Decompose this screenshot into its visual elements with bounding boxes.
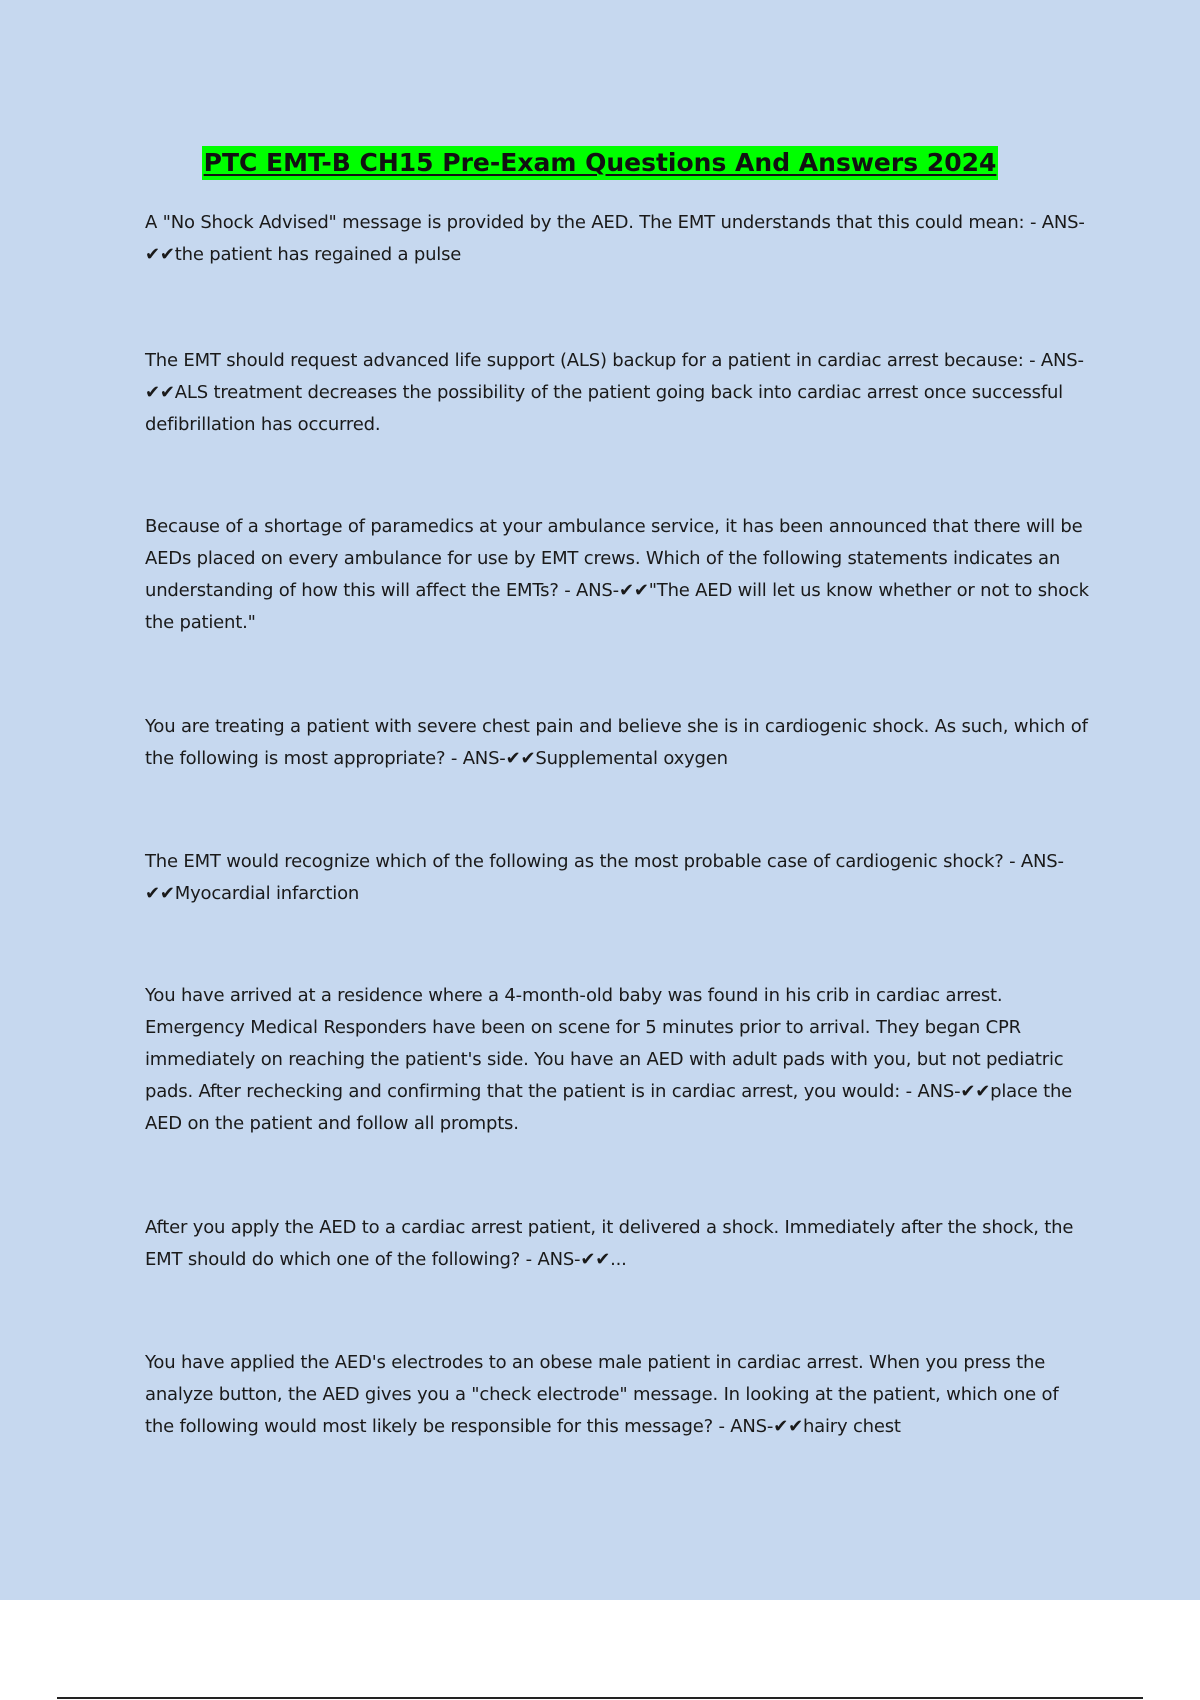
double-check-icon: ✔✔ (145, 244, 175, 265)
question-text: You are treating a patient with severe chest pain and believe she is in cardiogenic shock. As such, which of the following is most appropriate? - ANS- (145, 716, 1088, 769)
question-text: The EMT should request advanced life support (ALS) backup for a patient in cardiac arrest because: - ANS- (145, 350, 1084, 371)
answer-text: Supplemental oxygen (535, 748, 728, 769)
document-title: PTC EMT-B CH15 Pre-Exam Questions And Answers 2024 (202, 146, 999, 180)
question-text: You have applied the AED's electrodes to an obese male patient in cardiac arrest. When you press the analyze button, the AED gives you a "check electrode" message. In looking at the patient, which one of the following would most likely be responsible for this message? - ANS- (145, 1352, 1059, 1437)
qa-item-2 (145, 345, 1090, 441)
question-text: Because of a shortage of paramedics at your ambulance service, it has been announced that there will be AEDs placed on every ambulance for use by EMT crews. Which of the following statements indicates an understanding of how this will affect the EMTs? - ANS- (145, 516, 1083, 601)
answer-text: place the AED on the patient and follow all prompts. (145, 1081, 1073, 1134)
qa-item-3 (145, 511, 1090, 639)
double-check-icon: ✔✔ (960, 1081, 991, 1102)
answer-text: hairy chest (802, 1416, 901, 1437)
qa-item-1 (145, 207, 1090, 271)
answer-text: ... (610, 1249, 627, 1270)
answer-text: the patient has regained a pulse (174, 244, 462, 265)
answer-text: Myocardial infarction (174, 883, 360, 904)
footer-divider (57, 1697, 1143, 1699)
question-text: A "No Shock Advised" message is provided by the AED. The EMT understands that this could mean: - ANS- (145, 212, 1085, 233)
answer-text: ALS treatment decreases the possibility of the patient going back into cardiac arrest once successful defibrillation has occurred. (145, 382, 1063, 435)
question-text: You have arrived at a residence where a 4-month-old baby was found in his crib in cardiac arrest. Emergency Medical Responders have been on scene for 5 minutes prior to arrival. They began CPR immediately on reaching the patient's side. You have an AED with adult pads with you, but not pediatric pads. After rechecking and confirming that the patient is in cardiac arrest, you would: - ANS- (145, 985, 1064, 1102)
qa-item-5 (145, 846, 1090, 910)
double-check-icon: ✔✔ (773, 1416, 803, 1437)
double-check-icon: ✔✔ (145, 382, 175, 403)
answer-text: "The AED will let us know whether or not to shock the patient." (145, 580, 1089, 633)
double-check-icon: ✔✔ (580, 1249, 611, 1270)
question-text: The EMT would recognize which of the following as the most probable case of cardiogenic shock? - ANS- (145, 851, 1064, 872)
qa-item-7 (145, 1212, 1090, 1276)
qa-item-8 (145, 1347, 1090, 1443)
qa-item-4 (145, 711, 1090, 775)
double-check-icon: ✔✔ (145, 883, 175, 904)
double-check-icon: ✔✔ (618, 580, 649, 601)
question-text: After you apply the AED to a cardiac arrest patient, it delivered a shock. Immediately after the shock, the EMT should do which one of the following? - ANS- (145, 1217, 1074, 1270)
title-container (0, 146, 1200, 180)
qa-item-6 (145, 980, 1090, 1140)
double-check-icon: ✔✔ (505, 748, 536, 769)
